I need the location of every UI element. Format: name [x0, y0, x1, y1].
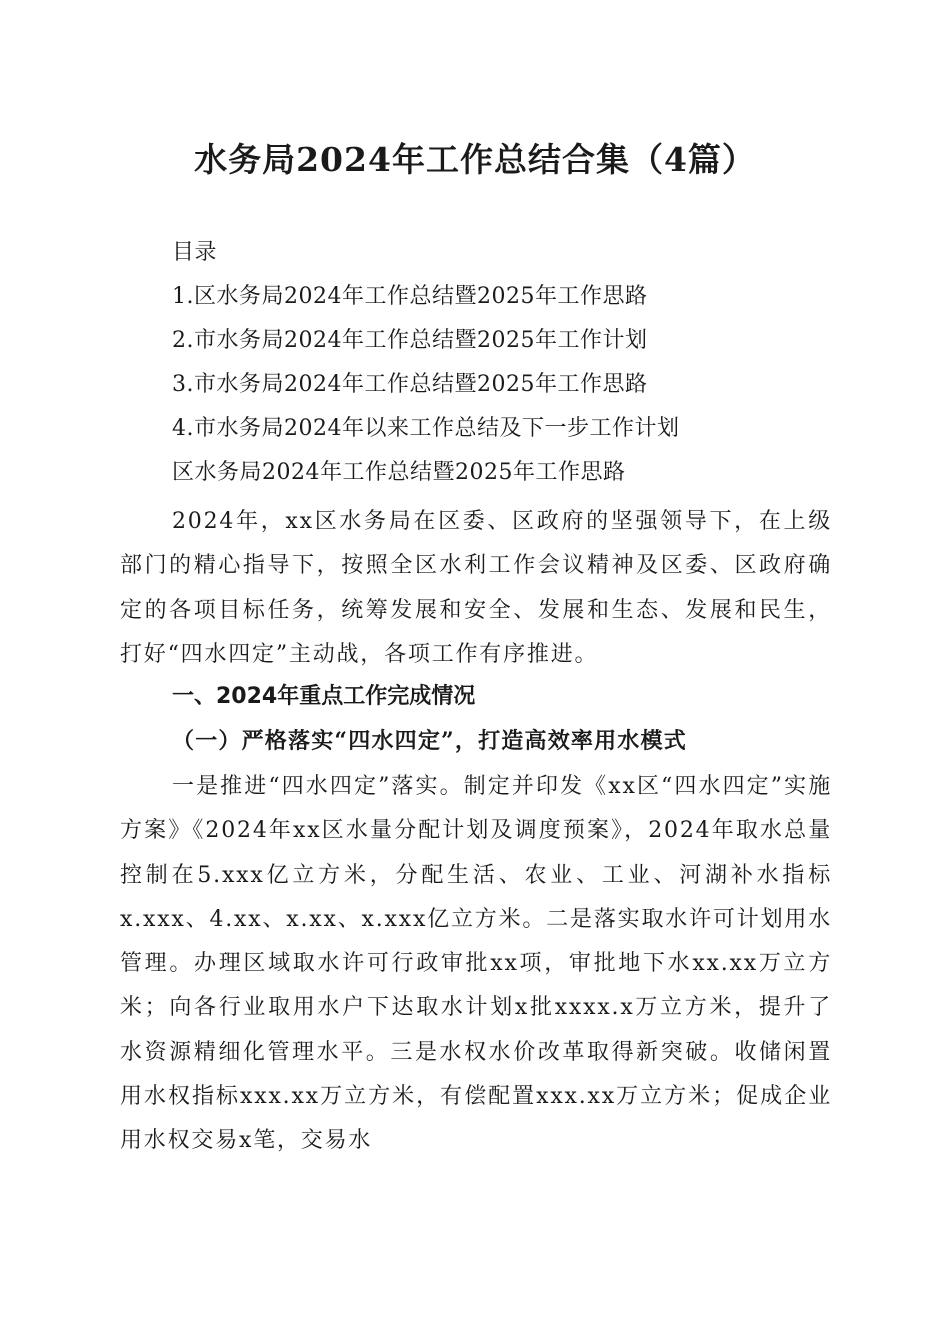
- toc-item-3: 3.市水务局2024年工作总结暨2025年工作思路: [172, 372, 648, 397]
- section-heading: 一、2024年重点工作完成情况: [172, 684, 476, 709]
- toc-item-1: 1.区水务局2024年工作总结暨2025年工作思路: [172, 284, 648, 309]
- subsection-heading: （一）严格落实“四水四定”，打造高效率用水模式: [172, 728, 687, 754]
- body-paragraph: 一是推进“四水四定”落实。制定并印发《xx区“四水四定”实施方案》《2024年xx区水量分配计划及调度预案》，2024年取水总量控制在5.xxx亿立方米，分配生活、农业、工业、河湖补水指标x.xxx、4.xx、x.xx、x.xxx亿立方米。二是落实取水许可计划用水管理。办理区域取水许可行政审批xx项，审批地下水xx.xx万立方米；向各行业取用水户下达取水计划x批xxxx.x万立方米，提升了水资源精细化管理水平。三是水权水价改革取得新突破。收储闲置用水权指标xxx.xx万立方米，有偿配置xxx.xx万立方米；促成企业用水权交易x笔，交易水: [120, 774, 832, 1154]
- article-title: 区水务局2024年工作总结暨2025年工作思路: [172, 460, 626, 485]
- toc-item-4: 4.市水务局2024年以来工作总结及下一步工作计划: [172, 416, 680, 441]
- intro-paragraph: 2024年，xx区水务局在区委、区政府的坚强领导下，在上级部门的精心指导下，按照全区水利工作会议精神及区委、区政府确定的各项目标任务，统筹发展和安全、发展和生态、发展和民生，打好“四水四定”主动战，各项工作有序推进。: [120, 509, 832, 667]
- document-title: 水务局2024年工作总结合集（4篇）: [194, 140, 756, 179]
- toc-label: 目录: [172, 240, 218, 265]
- toc-item-2: 2.市水务局2024年工作总结暨2025年工作计划: [172, 328, 648, 353]
